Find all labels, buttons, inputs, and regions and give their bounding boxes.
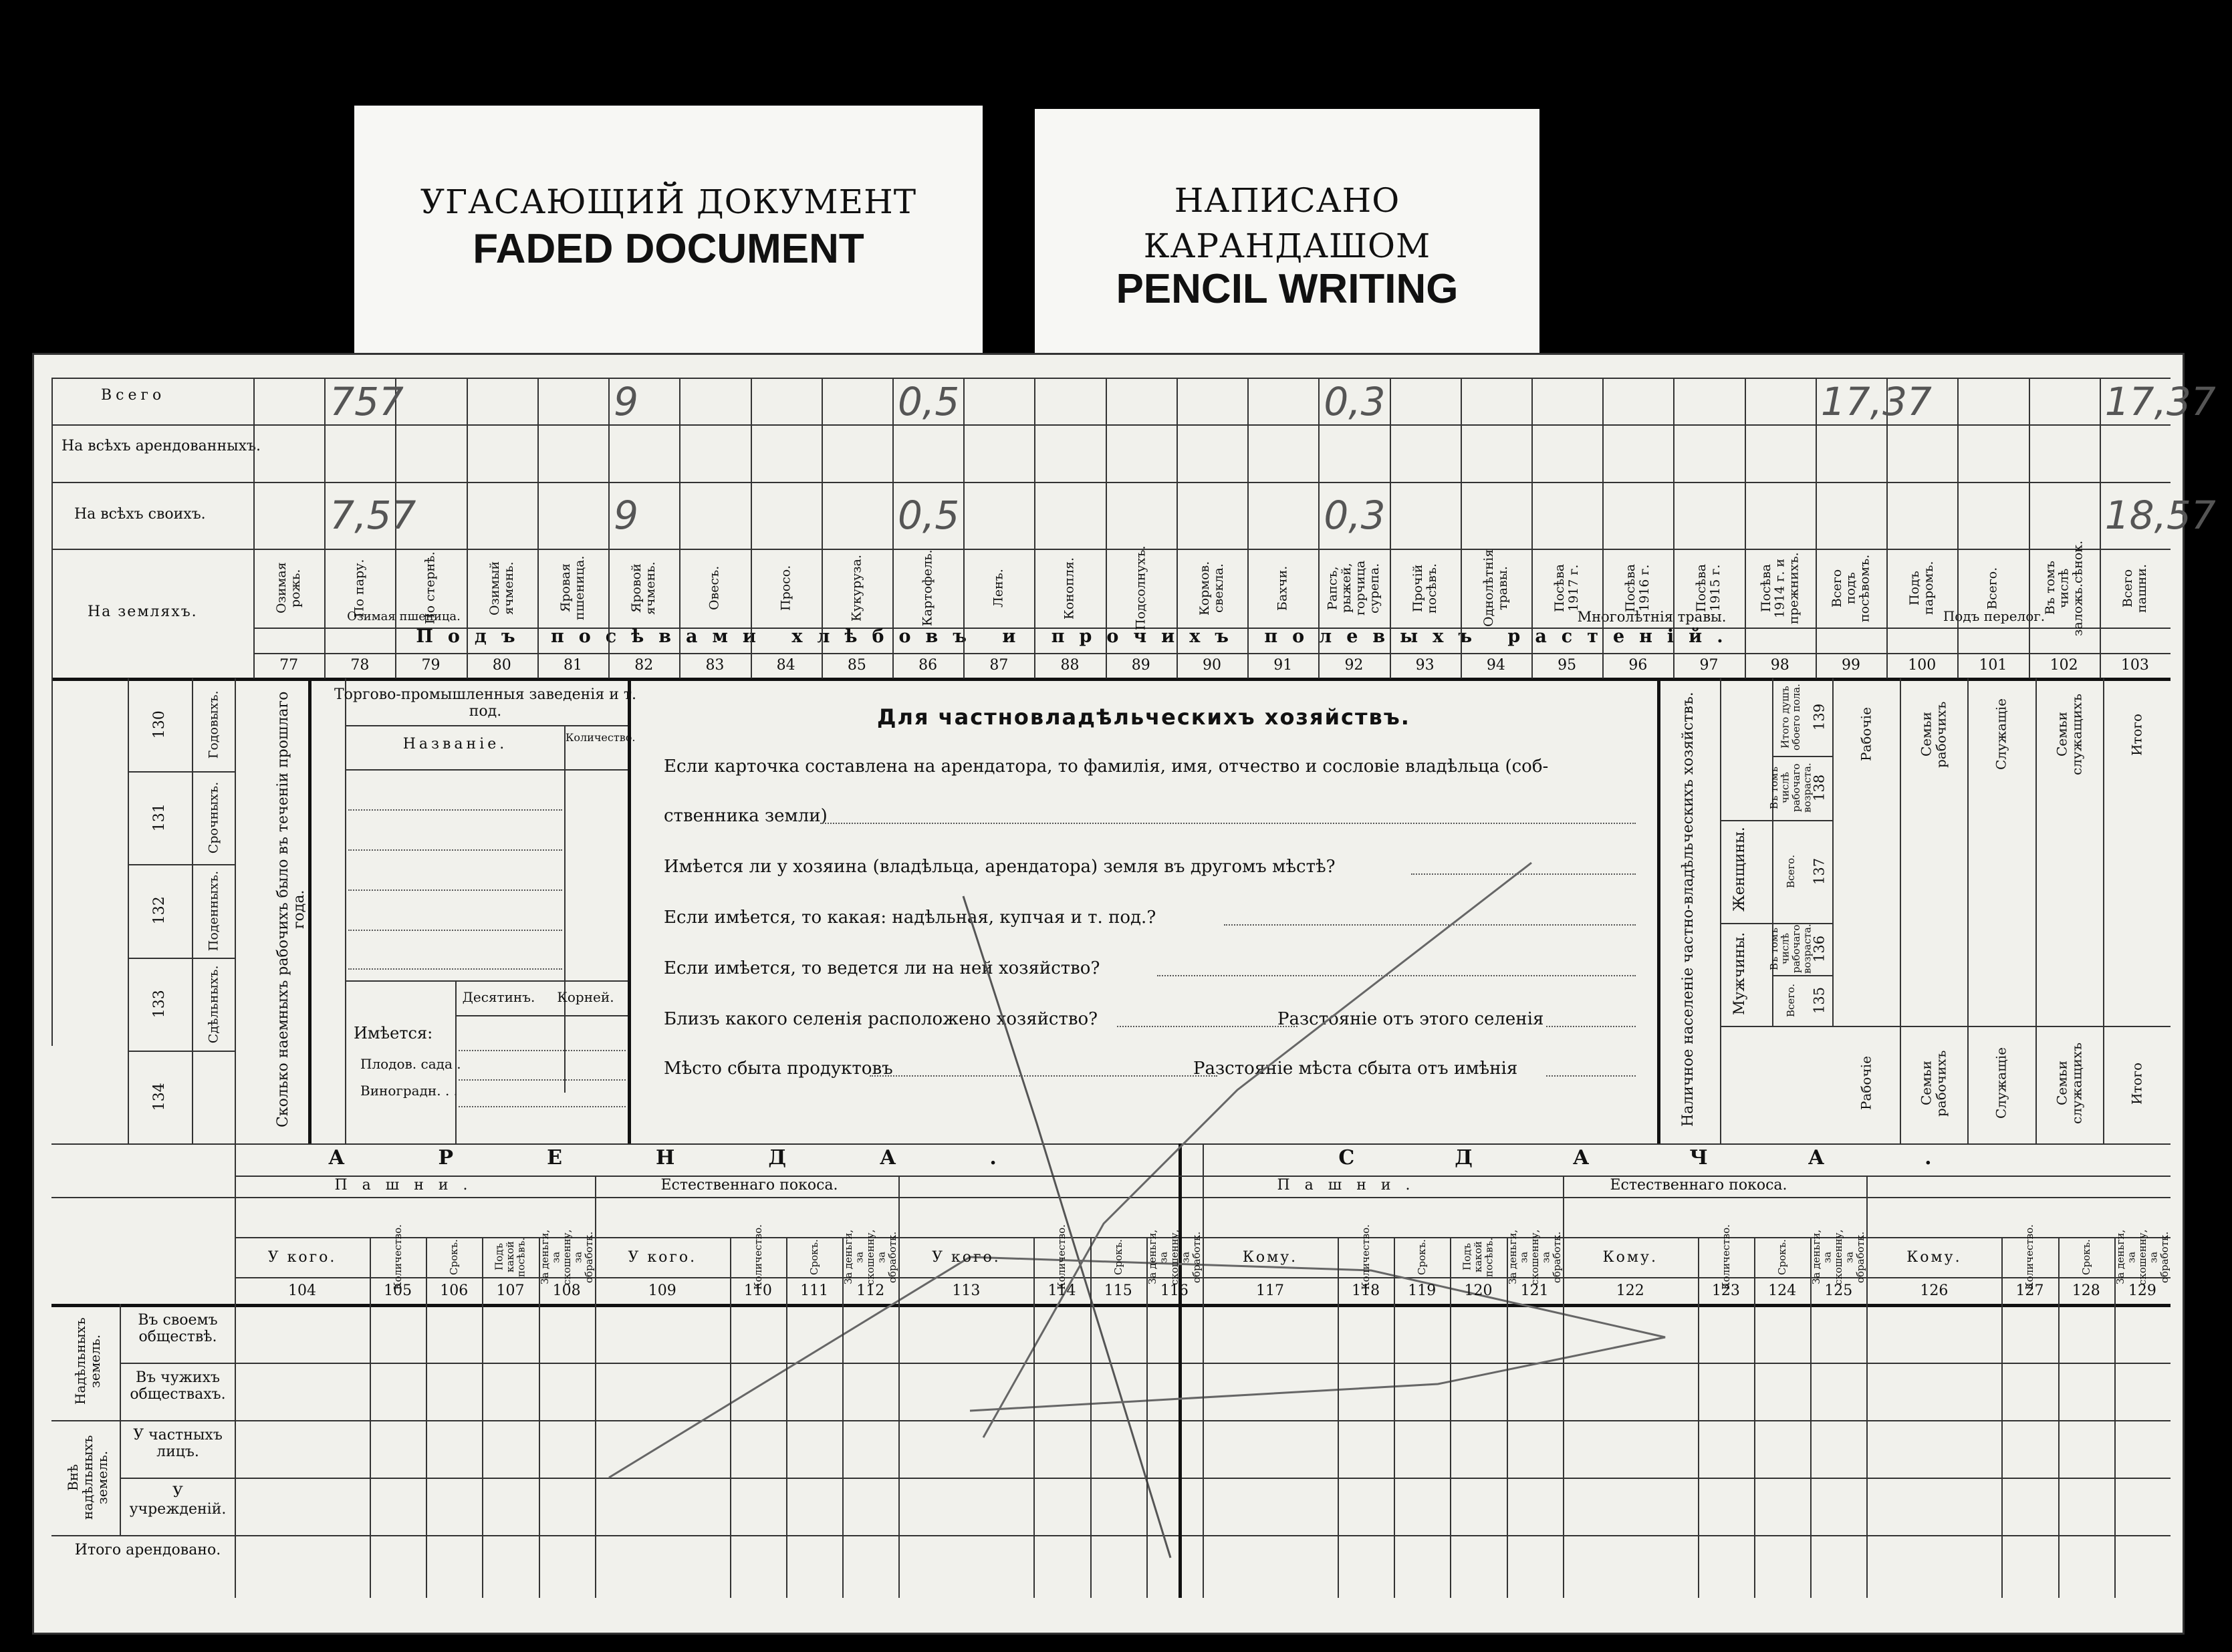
bottom-col-number-114: 114 (1047, 1282, 1076, 1299)
row-svoem: Въ своемъ обществѣ. (138, 1312, 218, 1346)
bottom-col-header-129: За деньги, за скошенну, за обработк. (2114, 1229, 2171, 1285)
top-col-header-97: Посѣва 1915 г. (1694, 563, 1723, 613)
worker-col-bottom-1: Семьи рабочихъ (1918, 1050, 1949, 1117)
pencil-value-pencil_row1-99: 17,37 (1820, 379, 1932, 424)
top-col-number-86: 86 (918, 657, 938, 674)
bottom-col-header-112: За деньги, за скошенну, за обработк. (842, 1229, 899, 1285)
pencil-value-pencil_row3-92: 0,3 (1324, 493, 1386, 538)
top-col-header-86: Картофель. (920, 549, 935, 627)
hired-col-number-132: 132 (150, 896, 168, 925)
hired-col-label-134 (195, 1053, 233, 1141)
row-label-total: Всего (101, 387, 166, 404)
pencil-value-pencil_row1-78: 757 (330, 379, 404, 424)
bottom-col-number-124: 124 (1768, 1282, 1797, 1299)
top-col-header-103: Всего пашни. (2120, 563, 2149, 613)
trade-qty-header: Количество. (566, 731, 636, 744)
top-col-number-100: 100 (1908, 657, 1937, 674)
korney-header: Корней. (557, 989, 614, 1005)
worker-col-bottom-3: Семьи служащихъ (2054, 1043, 2085, 1124)
population-caption: Наличное населенiе частно-владѣльческихъ хозяйствъ. (1679, 692, 1697, 1127)
top-col-number-80: 80 (492, 657, 511, 674)
bottom-col-number-119: 119 (1408, 1282, 1437, 1299)
worker-col-top-0: Рабочiе (1858, 707, 1874, 762)
top-col-header-102: Въ томъ числѣ заложь.сѣнок. (2042, 540, 2086, 636)
top-col-number-90: 90 (1202, 657, 1221, 674)
top-col-number-84: 84 (776, 657, 795, 674)
top-col-number-77: 77 (279, 657, 299, 674)
top-col-number-97: 97 (1699, 657, 1719, 674)
bottom-col-number-122: 122 (1616, 1282, 1644, 1299)
arenda-pashni: Пашни. (334, 1177, 483, 1194)
pop-cell-label-137: Всего. (1784, 855, 1797, 888)
arenda-pokos: Естественнаго покоса. (660, 1177, 838, 1194)
q1a: Если карточка составлена на арендатора, то фамилiя, имя, отчество и сословiе владѣльца (соб- (664, 756, 1549, 777)
top-col-header-77: Озимая рожь. (274, 562, 303, 614)
bottom-col-header-123: Количество. (1719, 1224, 1732, 1290)
orchard-label: Плодов. сада . (360, 1056, 461, 1072)
row-label-rented: На всѣхъ арендованныхъ. (61, 438, 261, 454)
bottom-col-header-120: Подъ какой посѣвъ. (1461, 1237, 1495, 1277)
has-label: Имѣется: (354, 1024, 433, 1043)
census-card-sheet (32, 353, 2216, 1635)
vineyard-label: Виноградн. . . (360, 1083, 459, 1099)
group-mnogoletnie: Многолѣтнiя травы. (1577, 609, 1727, 625)
sdacha-pashni: Пашни. (1277, 1177, 1425, 1194)
bottom-col-header-126: Кому. (1906, 1249, 1962, 1266)
worker-col-top-2: Служащiе (1993, 698, 2009, 771)
bottom-col-header-110: Количество. (751, 1224, 764, 1290)
top-col-header-87: Ленъ. (991, 569, 1006, 607)
top-col-number-83: 83 (705, 657, 725, 674)
bottom-col-header-107: Подъ какой посѣвъ. (493, 1237, 527, 1277)
top-col-number-92: 92 (1344, 657, 1364, 674)
bottom-col-number-115: 115 (1104, 1282, 1132, 1299)
sdacha-text: СДАЧА. (1338, 1146, 2032, 1169)
bottom-col-number-116: 116 (1160, 1282, 1189, 1299)
hired-col-label-130: Годовыхъ. (206, 690, 221, 759)
top-col-header-94: Однолѣтнiя травы. (1481, 549, 1510, 628)
pop-cell-number-137: 137 (1811, 857, 1828, 885)
pencil-value-pencil_row1-103: 17,37 (2104, 379, 2216, 424)
hired-col-number-130: 130 (150, 710, 168, 739)
top-col-header-93: Прочiй посѣвъ. (1410, 563, 1439, 613)
banner-text: Подъ посѣвами хлѣбовъ и прочихъ полевыхъ растенiй. (416, 626, 1738, 647)
pencil-writing-note (1035, 109, 1539, 363)
faded-note-ru: УГАСАЮЩИЙ ДОКУМЕНТ (420, 182, 917, 221)
bottom-col-header-106: Срокъ. (448, 1239, 461, 1275)
bottom-col-number-129: 129 (2128, 1282, 2156, 1299)
bottom-col-header-119: Срокъ. (1416, 1239, 1429, 1275)
top-col-header-84: Просо. (778, 565, 793, 611)
top-col-header-82: Яровой ячмень. (629, 561, 658, 615)
top-col-number-101: 101 (1979, 657, 2007, 674)
top-col-number-98: 98 (1770, 657, 1789, 674)
bottom-col-header-128: Срокъ. (2080, 1239, 2092, 1275)
pencil-value-pencil_row1-92: 0,3 (1324, 379, 1386, 424)
pencil-value-pencil_row3-78: 7,57 (330, 493, 416, 538)
top-col-header-92: Рапсъ, рыжей, горчица сурепа. (1325, 560, 1382, 616)
bottom-col-number-127: 127 (2015, 1282, 2044, 1299)
bottom-col-number-107: 107 (496, 1282, 525, 1299)
bottom-col-number-121: 121 (1520, 1282, 1549, 1299)
sdacha-pokos: Естественнаго покоса. (1610, 1177, 1787, 1194)
top-col-header-85: Кукуруза. (849, 555, 864, 622)
top-col-header-95: Посѣва 1917 г. (1552, 563, 1582, 613)
pop-cell-number-136: 136 (1811, 935, 1828, 963)
pop-cell-number-135: 135 (1811, 986, 1828, 1014)
group-nadel: Надѣльныхъ земель. (72, 1317, 103, 1405)
hired-col-label-133: Сдѣльныхъ. (206, 964, 221, 1043)
group-perelog: Подъ перелог. (1943, 608, 2045, 624)
pop-cell-label-136: Въ томъ числѣ рабочаго возраста. (1768, 924, 1814, 974)
bottom-col-number-128: 128 (2072, 1282, 2100, 1299)
q2: Имѣется ли у хозяина (владѣльца, арендатора) земля въ другомъ мѣстѣ? (664, 857, 1336, 877)
top-col-number-102: 102 (2050, 657, 2078, 674)
top-col-header-100: Подъ паромъ. (1907, 561, 1937, 615)
top-col-number-79: 79 (421, 657, 441, 674)
q4: Если имѣется, то ведется ли на ней хозяйство? (664, 958, 1100, 978)
top-col-header-99: Всего подъ посѣвомъ. (1829, 554, 1872, 622)
trade-name-header: Названiе. (402, 736, 508, 752)
faded-note-en: FADED DOCUMENT (473, 226, 864, 272)
top-col-header-89: Подсолнухъ. (1133, 545, 1148, 631)
pencil-value-pencil_row3-86: 0,5 (898, 493, 960, 538)
top-col-number-95: 95 (1558, 657, 1577, 674)
bottom-col-header-113: У кого. (932, 1249, 1001, 1266)
worker-col-bottom-4: Итого (2128, 1062, 2145, 1105)
q3: Если имѣется, то какая: надѣльная, купчая и т. под.? (664, 908, 1156, 928)
women-label: Женщины. (1731, 827, 1748, 912)
worker-col-top-4: Итого (2128, 713, 2145, 756)
bottom-col-header-108: За деньги, за скошенну, за обработк. (538, 1229, 595, 1285)
row-label-own: На всѣхъ своихъ. (74, 506, 206, 523)
top-col-number-88: 88 (1060, 657, 1080, 674)
bottom-col-number-109: 109 (648, 1282, 676, 1299)
men-label: Мужчины. (1731, 932, 1748, 1016)
bottom-col-number-113: 113 (952, 1282, 981, 1299)
bottom-col-number-112: 112 (856, 1282, 885, 1299)
bottom-col-header-117: Кому. (1242, 1249, 1298, 1266)
row-chuzhih: Въ чужихъ обществахъ. (130, 1369, 226, 1403)
top-col-header-79: По стернѣ. (423, 551, 439, 625)
bottom-col-header-109: У кого. (628, 1249, 697, 1266)
worker-col-top-1: Семьи рабочихъ (1918, 701, 1949, 768)
hired-col-number-134: 134 (150, 1083, 168, 1111)
top-col-header-96: Посѣва 1916 г. (1623, 563, 1652, 613)
bottom-col-number-110: 110 (743, 1282, 772, 1299)
faded-document-note (354, 106, 983, 363)
q6b: Разстоянiе мѣста сбыта отъ имѣнiя (1193, 1059, 1518, 1079)
top-col-header-90: Кормов. свекла. (1197, 561, 1226, 615)
top-col-header-98: Посѣва 1914 г. и прежнихъ. (1758, 552, 1802, 624)
top-col-header-78: По пару. (352, 559, 367, 617)
pencil-note-ru1: НАПИСАНО (1174, 181, 1400, 220)
top-col-number-94: 94 (1486, 657, 1505, 674)
bottom-col-number-108: 108 (552, 1282, 581, 1299)
worker-col-bottom-2: Служащiе (1993, 1047, 2009, 1119)
group-ozimaya-pshenitsa: Озимая пшеница. (347, 609, 461, 624)
bottom-col-header-122: Кому. (1602, 1249, 1658, 1266)
pop-cell-label-138: Въ томъ числѣ рабочаго возраста. (1768, 763, 1814, 813)
pencil-value-pencil_row3-103: 18,57 (2104, 493, 2216, 538)
group-vnenadel: Внѣ надѣльныхъ земель. (65, 1435, 110, 1520)
top-col-header-81: Яровая пшеница. (558, 555, 587, 621)
top-col-number-99: 99 (1841, 657, 1860, 674)
worker-col-top-3: Семьи служащихъ (2054, 694, 2085, 775)
pencil-note-ru2: КАРАНДАШОМ (1143, 227, 1431, 265)
bottom-col-number-104: 104 (288, 1282, 317, 1299)
top-col-header-91: Бахчи. (1275, 565, 1290, 611)
pop-cell-label-135: Всего. (1784, 984, 1797, 1017)
hired-col-number-131: 131 (150, 803, 168, 832)
bottom-col-header-115: Срокъ. (1112, 1239, 1124, 1275)
bottom-col-header-111: Срокъ. (808, 1239, 820, 1275)
hired-col-label-132: Поденныхъ. (206, 870, 221, 952)
bottom-col-number-120: 120 (1464, 1282, 1493, 1299)
top-col-number-87: 87 (989, 657, 1009, 674)
bottom-col-number-118: 118 (1352, 1282, 1380, 1299)
bottom-col-header-125: За деньги, за скошенну, за обработк. (1810, 1229, 1867, 1285)
bottom-col-header-116: За деньги, за скошенну, за обработк. (1146, 1229, 1203, 1285)
bottom-col-header-124: Срокъ. (1775, 1239, 1788, 1275)
pop-cell-number-139: 139 (1811, 703, 1828, 731)
top-col-number-81: 81 (563, 657, 582, 674)
arenda-text: АРЕНДА. (328, 1146, 1090, 1169)
top-col-number-78: 78 (350, 657, 370, 674)
pencil-note-en: PENCIL WRITING (1116, 266, 1459, 312)
q1b: ственника земли) (664, 806, 828, 826)
pencil-cross-strokes (34, 355, 2187, 1637)
bottom-col-number-123: 123 (1711, 1282, 1740, 1299)
top-col-number-93: 93 (1415, 657, 1435, 674)
top-col-header-88: Конопля. (1062, 557, 1078, 620)
hired-col-number-133: 133 (150, 990, 168, 1018)
bottom-col-number-125: 125 (1824, 1282, 1853, 1299)
top-col-header-80: Озимый ячмень. (487, 561, 516, 615)
q5a: Близъ какого селенiя расположено хозяйство? (664, 1009, 1098, 1029)
top-col-number-103: 103 (2120, 657, 2149, 674)
bottom-col-header-105: Количество. (391, 1224, 404, 1290)
trade-title: Торгово-промышленныя заведенiя и т. под. (334, 686, 637, 720)
top-col-number-85: 85 (847, 657, 866, 674)
pencil-value-pencil_row1-86: 0,5 (898, 379, 960, 424)
bottom-col-number-126: 126 (1920, 1282, 1949, 1299)
top-col-number-96: 96 (1628, 657, 1648, 674)
bottom-col-number-106: 106 (440, 1282, 469, 1299)
top-col-number-82: 82 (634, 657, 654, 674)
worker-col-bottom-0: Рабочiе (1858, 1056, 1874, 1111)
row-chastnyh: У частныхъ лицъ. (133, 1427, 223, 1461)
top-col-number-91: 91 (1273, 657, 1293, 674)
top-col-header-83: Овесъ. (707, 565, 722, 611)
bottom-col-number-117: 117 (1256, 1282, 1285, 1299)
pop-cell-label-139: Итого душъ обоего пола. (1779, 684, 1802, 750)
row-itogo: Итого арендовано. (74, 1542, 221, 1558)
bottom-col-header-118: Количество. (1359, 1224, 1372, 1290)
row-uchrezhdeniy: У учрежденiй. (129, 1484, 227, 1518)
desyatin-header: Десятинъ. (462, 989, 535, 1005)
bottom-col-header-127: Количество. (2023, 1224, 2036, 1290)
private-title: Для частновладѣльческихъ хозяйствъ. (877, 704, 1410, 730)
q5b: Разстоянiе отъ этого селенiя (1277, 1009, 1544, 1029)
bottom-col-number-105: 105 (384, 1282, 412, 1299)
pop-cell-number-138: 138 (1811, 774, 1828, 802)
top-col-header-101: Всего. (1985, 567, 2000, 609)
hired-workers-caption: Сколько наемныхъ рабочихъ было въ теченiи прошлаго года. (274, 691, 307, 1128)
q6a: Мѣсто сбыта продуктовъ (664, 1059, 893, 1079)
pencil-value-pencil_row1-82: 9 (614, 379, 639, 424)
bottom-col-header-104: У кого. (267, 1249, 337, 1266)
hired-col-label-131: Срочныхъ. (206, 782, 221, 854)
top-col-number-89: 89 (1131, 657, 1150, 674)
row-label-lands: На земляхъ. (88, 603, 198, 620)
bottom-col-header-114: Количество. (1056, 1224, 1068, 1290)
bottom-col-header-121: За деньги, за скошенну, за обработк. (1506, 1229, 1563, 1285)
bottom-col-number-111: 111 (800, 1282, 829, 1299)
pencil-value-pencil_row3-82: 9 (614, 493, 639, 538)
